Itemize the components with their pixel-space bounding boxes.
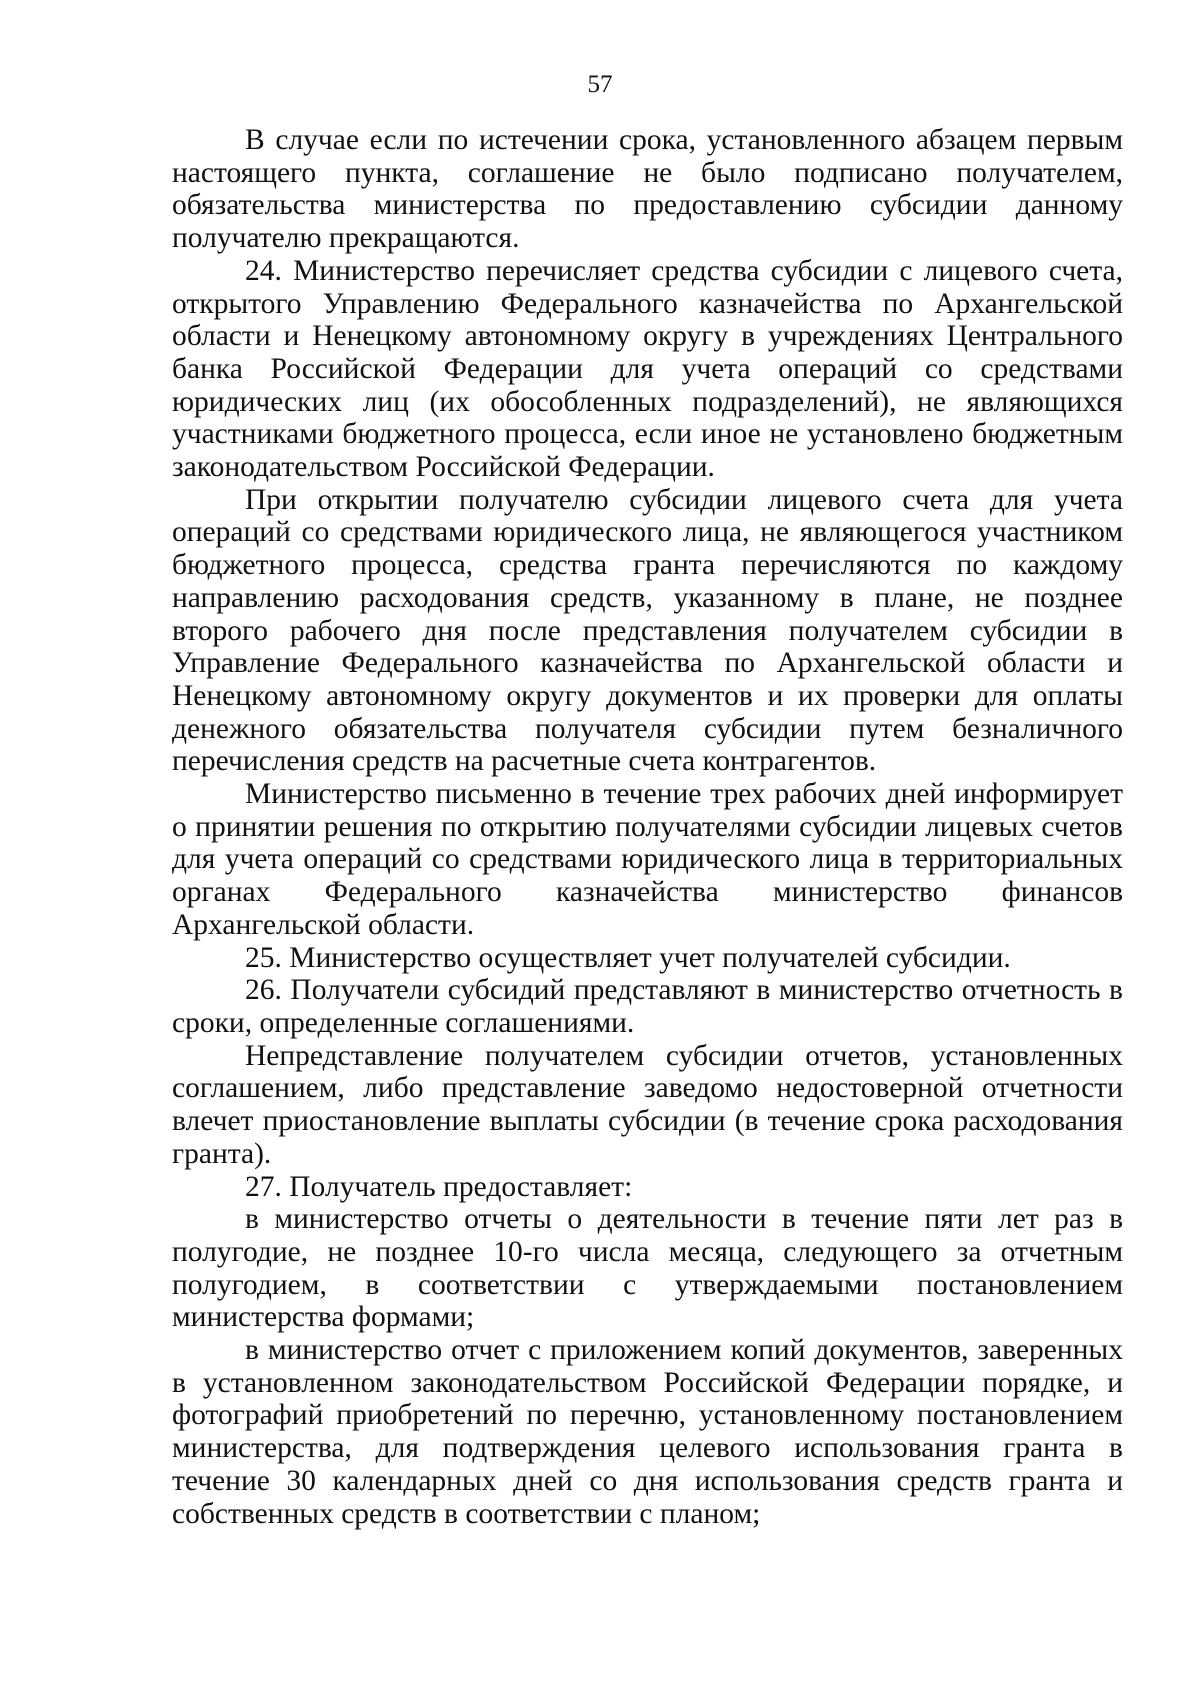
paragraph-item-24: 24. Министерство перечисляет средства субсидии с лицевого счета, открытого Управлению Федерального казначейства по Архангельской области и Ненецкому автономному округу в учреждениях Центрального банка Российской Федерации для учета операций со средствами юридических лиц (их обособленных подразделений), не являющихся участниками бюджетного процесса, если иное не установлено бюджетным законодательством Российской Федерации. xyxy=(172,254,1123,484)
paragraph-item-27: 27. Получатель предоставляет: xyxy=(245,1170,633,1203)
paragraph-non-submission: Непредставление получателем субсидии отчетов, установленных соглашением, либо представление заведомо недостоверной отчетности влечет приостановление выплаты субсидии (в течение срока расходования гранта). xyxy=(172,1039,1123,1170)
paragraph-expiry-obligations: В случае если по истечении срока, установленного абзацем первым настоящего пункта, соглашение не было подписано получателем, обязательства министерства по предоставлению субсидии данному получателю прекращаются. xyxy=(172,124,1123,255)
page-number: 57 xyxy=(587,71,613,98)
paragraph-item-26: 26. Получатели субсидий представляют в министерство отчетность в сроки, определенные соглашениями. xyxy=(172,974,1123,1039)
paragraph-account-opening: При открытии получателю субсидии лицевого счета для учета операций со средствами юридического лица, не являющегося участником бюджетного процесса, средства гранта перечисляются по каждому направлению расходования средств, указанному в плане, не позднее второго рабочего дня после представления получателем субсидии в Управление Федерального казначейства по Архангельской области и Ненецкому автономному округу документов и их проверки для оплаты денежного обязательства получателя субсидии путем безналичного перечисления средств на расчетные счета контрагентов. xyxy=(172,483,1123,778)
document-body xyxy=(172,124,1123,1530)
paragraph-activity-reports: в министерство отчеты о деятельности в течение пяти лет раз в полугодие, не позднее 10-го числа месяца, следующего за отчетным полугодием, в соответствии с утверждаемыми постановлением министерства формами; xyxy=(172,1203,1123,1334)
paragraph-ministry-informs: Министерство письменно в течение трех рабочих дней информирует о принятии решения по открытию получателями субсидии лицевых счетов для учета операций со средствами юридического лица в территориальных органах Федерального казначейства министерство финансов Архангельской области. xyxy=(172,778,1123,941)
paragraph-documents-report: в министерство отчет с приложением копий документов, заверенных в установленном законодательством Российской Федерации порядке, и фотографий приобретений по перечню, установленному постановлением министерства, для подтверждения целевого использования гранта в течение 30 календарных дней со дня использования средств гранта и собственных средств в соответствии с планом; xyxy=(172,1334,1123,1530)
paragraph-item-25: 25. Министерство осуществляет учет получателей субсидии. xyxy=(245,941,1011,974)
